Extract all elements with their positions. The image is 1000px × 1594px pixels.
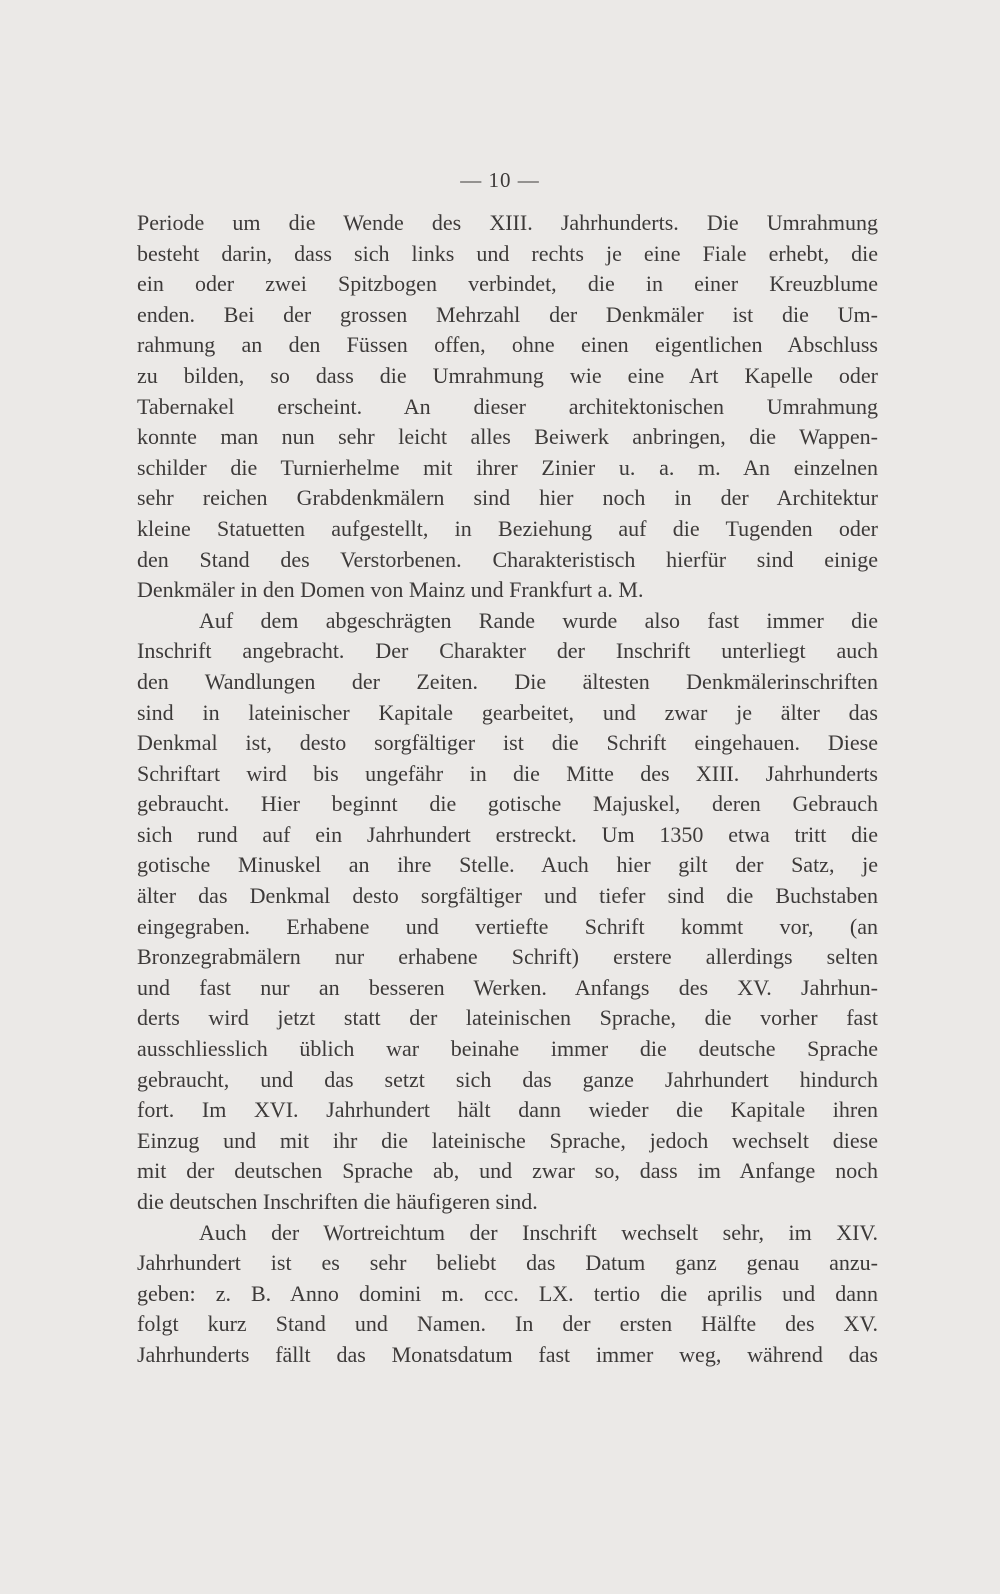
paragraph-start-line: Auf dem abgeschrägten Rande wurde also fast immer die [199,607,878,633]
text-line: sehr reichen Grabdenkmälern sind hier noch in der Architektur [137,485,878,511]
text-line: gebraucht, und das setzt sich das ganze Jahrhundert hindurch [137,1066,878,1092]
text-line: den Wandlungen der Zeiten. Die ältesten Denkmälerinschriften [137,668,878,694]
text-line: konnte man nun sehr leicht alles Beiwerk anbringen, die Wappen- [137,424,878,450]
paragraph-end-line: die deutschen Inschriften die häufigeren sind. [137,1189,538,1214]
text-line: enden. Bei der grossen Mehrzahl der Denkmäler ist die Um- [137,301,878,327]
paragraph-start-line: Auch der Wortreichtum der Inschrift wechselt sehr, im XIV. [199,1219,878,1245]
text-line: mit der deutschen Sprache ab, und zwar so, dass im Anfange noch [137,1158,878,1184]
text-line: zu bilden, so dass die Umrahmung wie eine Art Kapelle oder [137,362,878,388]
text-line: Jahrhundert ist es sehr beliebt das Datum ganz genau anzu- [137,1250,878,1276]
text-line: besteht darin, dass sich links und rechts je eine Fiale erhebt, die [137,240,878,266]
text-line: schilder die Turnierhelme mit ihrer Zinier u. a. m. An einzelnen [137,454,878,480]
text-line: älter das Denkmal desto sorgfältiger und tiefer sind die Buchstaben [137,883,878,909]
text-line: sich rund auf ein Jahrhundert erstreckt. Um 1350 etwa tritt die [137,821,878,847]
text-line: Bronzegrabmälern nur erhabene Schrift) erstere allerdings selten [137,944,878,970]
text-line: Tabernakel erscheint. An dieser architektonischen Umrahmung [137,393,878,419]
text-line: ein oder zwei Spitzbogen verbindet, die in einer Kreuzblume [137,271,878,297]
text-line: gebraucht. Hier beginnt die gotische Majuskel, deren Gebrauch [137,791,878,817]
body-text [137,208,878,1371]
text-line: geben: z. B. Anno domini m. ccc. LX. tertio die aprilis und dann [137,1280,878,1306]
text-line: Einzug und mit ihr die lateinische Sprache, jedoch wechselt diese [137,1127,878,1153]
text-line: fort. Im XVI. Jahrhundert hält dann wieder die Kapitale ihren [137,1097,878,1123]
text-line: sind in lateinischer Kapitale gearbeitet, und zwar je älter das [137,699,878,725]
text-line: Jahrhunderts fällt das Monatsdatum fast immer weg, während das [137,1341,878,1367]
text-line: derts wird jetzt statt der lateinischen Sprache, die vorher fast [137,1005,878,1031]
paragraph-end-line: Denkmäler in den Domen von Mainz und Frankfurt a. M. [137,577,644,603]
text-line: folgt kurz Stand und Namen. In der ersten Hälfte des XV. [137,1311,878,1337]
text-line: Periode um die Wende des XIII. Jahrhunderts. Die Umrahmung [137,210,878,235]
text-line: Schriftart wird bis ungefähr in die Mitte des XIII. Jahrhunderts [137,760,878,786]
text-line: eingegraben. Erhabene und vertiefte Schrift kommt vor, (an [137,913,878,939]
text-line: ausschliesslich üblich war beinahe immer die deutsche Sprache [137,1036,878,1062]
text-line: und fast nur an besseren Werken. Anfangs des XV. Jahrhun- [137,974,878,1000]
text-line: Denkmal ist, desto sorgfältiger ist die Schrift eingehauen. Diese [137,730,878,756]
text-line: rahmung an den Füssen offen, ohne einen eigentlichen Abschluss [137,332,878,358]
page-number: — 10 — [460,168,540,192]
text-line: Inschrift angebracht. Der Charakter der Inschrift unterliegt auch [137,638,878,664]
text-line: kleine Statuetten aufgestellt, in Beziehung auf die Tugenden oder [137,515,878,541]
text-line: gotische Minuskel an ihre Stelle. Auch hier gilt der Satz, je [137,852,878,878]
text-line: den Stand des Verstorbenen. Charakteristisch hierfür sind einige [137,546,878,572]
